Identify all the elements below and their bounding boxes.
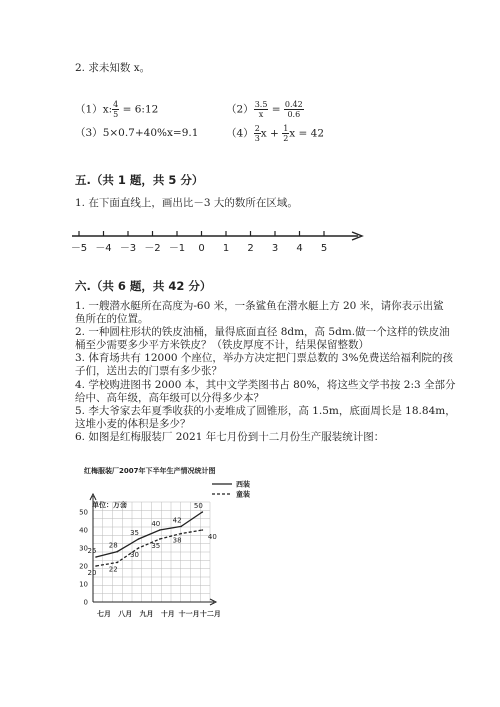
- chart-data-label: 50: [193, 502, 203, 510]
- number-line-tick-label: 2: [247, 243, 254, 254]
- chart-legend: [212, 480, 250, 499]
- equation-3-label: （3）: [75, 127, 103, 139]
- text-line: 给中、高年级，高年级可以分得多少本？: [75, 391, 264, 404]
- equation-1: [75, 100, 158, 119]
- fraction-denominator: 5: [113, 110, 119, 119]
- equation-1-pre: x:: [102, 103, 113, 116]
- chart-data-point: [202, 511, 204, 513]
- text-line: 2. 一种圆柱形状的铁皮油桶，量得底面直径 8dm，高 5dm.做一个这样的铁皮油: [75, 326, 450, 339]
- fraction-denominator: 3: [254, 134, 260, 143]
- chart-data-point: [138, 547, 140, 549]
- chart-data-point: [159, 529, 161, 531]
- text-line: 子们，送出去的门票有多少张？: [75, 365, 222, 378]
- number-line-tick-label: －1: [168, 243, 186, 254]
- fraction-numerator: 3.5: [254, 100, 268, 109]
- fraction-denominator: x: [258, 110, 264, 119]
- chart-data-label: 30: [130, 551, 140, 559]
- fraction-numerator: 2: [254, 124, 260, 133]
- number-line-tick-label: 0: [198, 243, 205, 254]
- chart-x-tick-label: 十一月: [178, 610, 200, 618]
- text-line: 5. 李大爷家去年夏季收获的小麦堆成了圆锥形，高 1.5m，底面周长是 18.84m，: [75, 404, 456, 417]
- equation-4-fraction-a: [254, 124, 261, 143]
- equation-4-mid: x +: [260, 127, 283, 140]
- text-line: 6. 如图是红梅服装厂 2021 年七月份到十二月份生产服装统计图：: [75, 430, 385, 443]
- chart-y-tick-label: 40: [79, 526, 88, 535]
- equation-4: [226, 124, 324, 143]
- text-line: 1. 一艘潜水艇所在高度为-60 米，一条鲨鱼在潜水艇上方 20 米，请你表示出鲨: [75, 300, 444, 312]
- number-line-tick-label: 4: [296, 243, 303, 254]
- text-line: 这堆小麦的体积是多少？: [75, 417, 191, 430]
- section-5-question-1: 1. 在下面直线上，画出比－3 大的数所在区域。: [75, 197, 298, 209]
- number-line-tick-label: 1: [222, 243, 230, 254]
- text-line: 4. 学校购进图书 2000 本，其中文学类图书占 80%，将这些文学书按 2:3 全部分: [75, 378, 456, 391]
- number-line-tick-label: 3: [271, 243, 279, 254]
- equation-2-fraction-right: [284, 100, 304, 119]
- number-line-ticks: [71, 231, 327, 254]
- chart-grid: [93, 502, 210, 602]
- number-line: [70, 225, 370, 255]
- chart-data-label: 38: [172, 536, 182, 545]
- equation-1-post: = 6:12: [119, 103, 159, 116]
- text-line: 鱼所在的位置。: [75, 313, 149, 326]
- chart-unit-label: 单位：万套: [92, 501, 127, 509]
- question-2-title: 2. 求未知数 x。: [75, 62, 151, 74]
- chart-x-tick-label: 八月: [118, 610, 133, 618]
- fraction-numerator: 4: [113, 100, 119, 109]
- chart-legend-label: 童装: [236, 490, 250, 499]
- chart-data-label: 35: [151, 542, 161, 550]
- chart-data-label: 25: [87, 547, 97, 555]
- number-line-tick-label: －4: [95, 243, 112, 254]
- fraction-numerator: 1: [283, 124, 289, 133]
- chart-data-point: [138, 538, 140, 540]
- chart-y-tick-label: 10: [79, 580, 88, 589]
- number-line-tick-label: －2: [144, 243, 161, 254]
- section-5-title: 五.（共 1 题，共 5 分）: [75, 173, 204, 187]
- chart-x-tick-label: 七月: [97, 610, 111, 618]
- equation-4-label: （4）: [226, 127, 254, 140]
- equation-4-post: x = 42: [289, 127, 325, 140]
- chart-data-label: 28: [108, 541, 118, 550]
- chart-data-label: 22: [108, 565, 118, 574]
- chart-data-point: [95, 565, 97, 567]
- chart-data-point: [95, 556, 97, 558]
- chart-x-tick-label: 十二月: [199, 610, 221, 618]
- chart-x-tick-label: 九月: [139, 610, 154, 618]
- chart-y-tick-label: 50: [79, 508, 88, 517]
- chart-data-point: [159, 538, 161, 540]
- chart-title: 红梅服装厂2007年下半年生产情况统计图: [84, 467, 216, 475]
- chart-y-tick-label: 30: [79, 544, 88, 553]
- chart-data-label: 20: [87, 569, 97, 577]
- fraction-denominator: 0.6: [287, 110, 301, 119]
- chart-data-label: 42: [172, 516, 182, 525]
- chart-data-point: [116, 562, 118, 564]
- chart-series: [88, 502, 217, 577]
- fraction-numerator: 0.42: [284, 100, 303, 109]
- chart-x-tick-label: 十月: [160, 610, 175, 618]
- chart-data-label: 35: [130, 529, 140, 537]
- chart-y-tick-label: 20: [79, 562, 88, 571]
- production-line-chart: [70, 462, 260, 627]
- chart-data-point: [202, 529, 204, 531]
- equation-3-text: 5×0.7+40%x=9.1: [102, 127, 199, 139]
- text-line: 桶至少需要多少平方米铁皮？（铁皮厚度不计，结果保留整数）: [75, 339, 369, 352]
- chart-data-point: [180, 533, 182, 535]
- number-line-tick-label: －3: [119, 243, 137, 254]
- equation-1-label: （1）: [75, 103, 103, 116]
- chart-data-label: 40: [207, 533, 217, 541]
- equation-2-equals: =: [268, 103, 284, 116]
- chart-data-point: [116, 551, 118, 553]
- equation-3: [75, 127, 198, 140]
- equation-2-label: （2）: [226, 103, 254, 116]
- chart-y-tick-label: 0: [83, 598, 88, 607]
- chart-data-point: [180, 526, 182, 528]
- chart-data-label: 40: [151, 520, 161, 528]
- section-6-body: [75, 300, 456, 444]
- chart-legend-label: 西装: [236, 480, 250, 489]
- section-6-title: 六.（共 6 题，共 42 分）: [75, 279, 212, 293]
- equation-2-fraction-left: [254, 100, 269, 119]
- fraction-denominator: 2: [283, 134, 289, 143]
- equation-2: [226, 100, 304, 119]
- text-line: 3. 体育场共有 12000 个座位，举办方决定把门票总数的 3%免费送给福利院的孩: [75, 352, 453, 365]
- number-line-tick-label: 5: [320, 243, 328, 254]
- number-line-tick-label: －5: [70, 243, 88, 254]
